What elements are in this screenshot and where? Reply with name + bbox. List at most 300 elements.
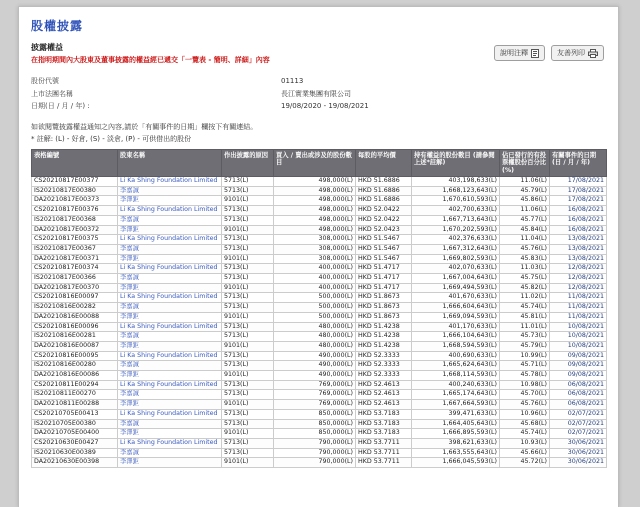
avg-price-cell: HKD 51.5467 [356,235,412,245]
form-serial-cell: CS20210817E00374 [32,264,118,274]
shareholder-name-link[interactable]: 李澤鉅 [120,371,139,379]
relevant-event-date-link[interactable]: 09/08/2021 [567,361,604,369]
form-serial-cell: CS20210816E00097 [32,293,118,303]
percent-cell: 11.03(L) [500,264,550,274]
event-date-cell[interactable] [550,293,607,303]
form-serial-cell: DA20210816E00088 [32,312,118,322]
shareholder-name-cell[interactable] [118,448,222,458]
avg-price-cell: HKD 52.4613 [356,380,412,390]
relevant-event-date-link[interactable]: 06/08/2021 [567,390,604,398]
column-header-7: 有關事件的日期 (日 / 月 / 年) [550,149,607,177]
relevant-event-date-link[interactable]: 09/08/2021 [567,371,604,379]
avg-price-cell: HKD 53.7183 [356,429,412,439]
avg-price-cell: HKD 51.4238 [356,332,412,342]
date-range-row [31,100,606,113]
percent-cell: 45.79(L) [500,186,550,196]
percent-cell: 45.79(L) [500,341,550,351]
shareholder-name-cell[interactable] [118,419,222,429]
reason-code-cell: 9101(L) [222,283,274,293]
shares-interested-cell: 1,664,405,643(L) [412,419,500,429]
reason-code-cell: 5713(L) [222,177,274,187]
shareholder-name-link[interactable]: Li Ka Shing Foundation Limited [120,409,218,417]
event-date-cell[interactable] [550,351,607,361]
shareholder-name-link[interactable]: Li Ka Shing Foundation Limited [120,206,218,214]
printer-icon [588,49,598,58]
shareholder-name-link[interactable]: 李嘉誠 [120,390,139,398]
shareholder-name-link[interactable]: 李澤鉅 [120,429,139,437]
avg-price-cell: HKD 51.4717 [356,274,412,284]
shareholder-name-link[interactable]: 李澤鉅 [120,196,139,204]
table-row [32,351,607,361]
table-row [32,244,607,254]
event-date-cell[interactable] [550,409,607,419]
table-row [32,322,607,332]
shares-interested-cell: 1,668,594,593(L) [412,341,500,351]
event-date-cell[interactable] [550,322,607,332]
shareholder-name-cell[interactable] [118,332,222,342]
shareholder-name-link[interactable]: Li Ka Shing Foundation Limited [120,264,218,272]
shareholder-name-link[interactable]: 李澤鉅 [120,283,139,291]
shareholder-name-link[interactable]: 李澤鉅 [120,400,139,408]
shares-interested-cell: 401,170,633(L) [412,322,500,332]
relevant-event-date-link[interactable]: 13/08/2021 [567,235,604,243]
shares-interested-cell: 1,669,802,593(L) [412,254,500,264]
table-row [32,419,607,429]
column-header-3: 買入 / 賣出或涉及的股份數目 [274,149,356,177]
relevant-event-date-link[interactable]: 12/08/2021 [567,264,604,272]
reason-code-cell: 5713(L) [222,448,274,458]
shares-interested-cell: 1,669,494,593(L) [412,283,500,293]
form-serial-cell: CS20210816E00095 [32,351,118,361]
relevant-event-date-link[interactable]: 02/07/2021 [567,429,604,437]
avg-price-cell: HKD 51.4238 [356,322,412,332]
relevant-event-date-link[interactable]: 17/08/2021 [567,186,604,194]
shares-interested-cell: 401,670,633(L) [412,293,500,303]
reason-code-cell: 9101(L) [222,429,274,439]
avg-price-cell: HKD 51.6886 [356,177,412,187]
stock-code-label: 股份代號 [31,77,59,85]
avg-price-cell: HKD 51.4238 [356,341,412,351]
shares-interested-cell: 403,198,633(L) [412,177,500,187]
shares-traded-cell: 500,000(L) [274,303,356,313]
click-date-notice: 如欲閱覽披露權益通知之內容,請於「有關事件的日期」欄按下有關連結。 [31,122,258,131]
reason-code-cell: 9101(L) [222,400,274,410]
percent-cell: 45.76(L) [500,400,550,410]
event-date-cell[interactable] [550,254,607,264]
shareholder-name-cell[interactable] [118,244,222,254]
relevant-event-date-link[interactable]: 12/08/2021 [567,283,604,291]
shares-interested-cell: 1,668,114,593(L) [412,371,500,381]
form-serial-cell: IS20210816E00281 [32,332,118,342]
relevant-event-date-link[interactable]: 16/08/2021 [567,225,604,233]
percent-cell: 45.78(L) [500,371,550,381]
table-row [32,390,607,400]
shareholder-name-cell[interactable] [118,215,222,225]
table-row [32,215,607,225]
avg-price-cell: HKD 52.4613 [356,390,412,400]
avg-price-cell: HKD 52.3333 [356,361,412,371]
section-title: 披露權益 [31,43,63,52]
shares-traded-cell: 490,000(L) [274,361,356,371]
event-date-cell[interactable] [550,244,607,254]
date-range-label: 日期(日 / 月 / 年) : [31,102,90,110]
form-serial-cell: IS20210816E00282 [32,303,118,313]
form-serial-cell: CS20210817E00375 [32,235,118,245]
shareholder-name-cell[interactable] [118,390,222,400]
event-date-cell[interactable] [550,283,607,293]
shareholder-name-cell[interactable] [118,371,222,381]
column-header-1: 股東名稱 [118,149,222,177]
percent-cell: 45.71(L) [500,361,550,371]
event-date-cell[interactable] [550,225,607,235]
corp-name-row [31,88,606,101]
shareholder-name-link[interactable]: Li Ka Shing Foundation Limited [120,351,218,359]
shareholder-name-link[interactable]: 李嘉誠 [120,332,139,340]
reason-code-cell: 9101(L) [222,458,274,468]
shareholder-name-cell[interactable] [118,351,222,361]
form-serial-cell: DA20210816E00086 [32,371,118,381]
relevant-event-date-link[interactable]: 17/08/2021 [567,196,604,204]
shares-interested-cell: 400,690,633(L) [412,351,500,361]
reason-code-cell: 9101(L) [222,254,274,264]
avg-price-cell: HKD 53.7183 [356,419,412,429]
percent-cell: 45.84(L) [500,225,550,235]
reason-code-cell: 5713(L) [222,351,274,361]
event-date-cell[interactable] [550,448,607,458]
form-serial-cell: DA20210816E00087 [32,341,118,351]
form-serial-cell: DA20210817E00372 [32,225,118,235]
reason-code-cell: 5713(L) [222,293,274,303]
shareholder-name-cell[interactable] [118,283,222,293]
view-notes-label: 說明注釋 [500,49,528,57]
relevant-event-date-link[interactable]: 16/08/2021 [567,206,604,214]
relevant-event-date-link[interactable]: 02/07/2021 [567,419,604,427]
shares-interested-cell: 1,670,610,593(L) [412,196,500,206]
shareholder-name-link[interactable]: 李澤鉅 [120,254,139,262]
percent-cell: 45.68(L) [500,419,550,429]
form-serial-cell: IS20210705E00380 [32,419,118,429]
event-date-cell[interactable] [550,390,607,400]
shareholder-name-cell[interactable] [118,225,222,235]
event-date-cell[interactable] [550,429,607,439]
shares-traded-cell: 769,000(L) [274,400,356,410]
shares-traded-cell: 308,000(L) [274,244,356,254]
shareholder-name-cell[interactable] [118,322,222,332]
shareholder-name-cell[interactable] [118,206,222,216]
table-row [32,186,607,196]
form-serial-cell: IS20210630E00389 [32,448,118,458]
reason-code-cell: 5713(L) [222,303,274,313]
shareholder-name-link[interactable]: 李澤鉅 [120,312,139,320]
relevant-event-date-link[interactable]: 02/07/2021 [567,409,604,417]
event-date-cell[interactable] [550,400,607,410]
shares-interested-cell: 1,667,312,643(L) [412,244,500,254]
avg-price-cell: HKD 51.4717 [356,283,412,293]
relevant-event-date-link[interactable]: 13/08/2021 [567,254,604,262]
shareholder-name-link[interactable]: Li Ka Shing Foundation Limited [120,235,218,243]
event-date-cell[interactable] [550,264,607,274]
table-row [32,448,607,458]
shareholder-name-cell[interactable] [118,429,222,439]
shares-interested-cell: 402,376,633(L) [412,235,500,245]
reason-code-cell: 5713(L) [222,244,274,254]
table-row [32,458,607,468]
avg-price-cell: HKD 52.0422 [356,215,412,225]
column-header-0: 表格編號 [32,149,118,177]
shares-traded-cell: 490,000(L) [274,371,356,381]
shareholder-name-cell[interactable] [118,274,222,284]
shares-interested-cell: 1,666,604,643(L) [412,303,500,313]
shares-interested-cell: 1,665,624,643(L) [412,361,500,371]
relevant-event-date-link[interactable]: 06/08/2021 [567,400,604,408]
shareholder-name-cell[interactable] [118,312,222,322]
avg-price-cell: HKD 51.8673 [356,303,412,313]
shareholder-name-link[interactable]: Li Ka Shing Foundation Limited [120,438,218,446]
reason-code-cell: 9101(L) [222,225,274,235]
shares-interested-cell: 1,667,664,593(L) [412,400,500,410]
relevant-event-date-link[interactable]: 30/06/2021 [567,448,604,456]
form-serial-cell: DA20210630E00398 [32,458,118,468]
shares-interested-cell: 402,700,633(L) [412,206,500,216]
reason-code-cell: 5713(L) [222,380,274,390]
position-legend: * 註解: (L) - 好倉, (S) - 淡倉, (P) - 可供借出的股份 [31,134,192,143]
reason-code-cell: 5713(L) [222,361,274,371]
avg-price-cell: HKD 52.0423 [356,225,412,235]
percent-cell: 45.72(L) [500,458,550,468]
shares-traded-cell: 400,000(L) [274,274,356,284]
shareholder-name-cell[interactable] [118,361,222,371]
relevant-event-date-link[interactable]: 06/08/2021 [567,380,604,388]
event-date-cell[interactable] [550,177,607,187]
relevant-event-date-link[interactable]: 10/08/2021 [567,332,604,340]
shares-traded-cell: 498,000(L) [274,215,356,225]
event-date-cell[interactable] [550,438,607,448]
shareholder-name-link[interactable]: 李澤鉅 [120,225,139,233]
shares-traded-cell: 850,000(L) [274,409,356,419]
shareholder-name-link[interactable]: 李嘉誠 [120,274,139,282]
form-serial-cell: DA20210817E00373 [32,196,118,206]
form-serial-cell: IS20210817E00380 [32,186,118,196]
shares-traded-cell: 308,000(L) [274,254,356,264]
avg-price-cell: HKD 52.4613 [356,400,412,410]
event-date-cell[interactable] [550,274,607,284]
column-header-2: 作出披露的原因 [222,149,274,177]
event-date-cell[interactable] [550,419,607,429]
avg-price-cell: HKD 52.0422 [356,206,412,216]
form-serial-cell: CS20210705E00413 [32,409,118,419]
shareholder-name-link[interactable]: Li Ka Shing Foundation Limited [120,293,218,301]
shares-interested-cell: 1,669,094,593(L) [412,312,500,322]
avg-price-cell: HKD 53.7711 [356,438,412,448]
table-row [32,196,607,206]
shares-traded-cell: 498,000(L) [274,206,356,216]
percent-cell: 11.01(L) [500,322,550,332]
event-date-cell[interactable] [550,341,607,351]
shareholder-name-link[interactable]: Li Ka Shing Foundation Limited [120,380,218,388]
shares-interested-cell: 400,240,633(L) [412,380,500,390]
relevant-event-date-link[interactable]: 16/08/2021 [567,215,604,223]
shareholder-name-cell[interactable] [118,341,222,351]
shares-traded-cell: 769,000(L) [274,390,356,400]
form-serial-cell: DA20210817E00371 [32,254,118,264]
shareholder-name-cell[interactable] [118,458,222,468]
relevant-event-date-link[interactable]: 09/08/2021 [567,351,604,359]
relevant-event-date-link[interactable]: 10/08/2021 [567,322,604,330]
printer-friendly-label: 友善列印 [557,49,585,57]
event-date-cell[interactable] [550,312,607,322]
shareholder-name-link[interactable]: 李嘉誠 [120,419,139,427]
reason-code-cell: 9101(L) [222,196,274,206]
shareholder-name-link[interactable]: 李嘉誠 [120,215,139,223]
shareholder-name-cell[interactable] [118,186,222,196]
form-serial-cell: DA20210705E00400 [32,429,118,439]
shareholder-name-cell[interactable] [118,177,222,187]
corp-name-value: 長江實業集團有限公司 [281,89,351,98]
relevant-event-date-link[interactable]: 12/08/2021 [567,274,604,282]
shares-interested-cell: 1,663,555,643(L) [412,448,500,458]
shareholder-name-cell[interactable] [118,438,222,448]
avg-price-cell: HKD 51.4717 [356,264,412,274]
relevant-event-date-link[interactable]: 11/08/2021 [567,312,604,320]
event-date-cell[interactable] [550,206,607,216]
form-serial-cell: CS20210817E00376 [32,206,118,216]
shareholder-name-link[interactable]: 李澤鉅 [120,458,139,466]
form-serial-cell: CS20210630E00427 [32,438,118,448]
avg-price-cell: HKD 51.5467 [356,244,412,254]
event-date-cell[interactable] [550,371,607,381]
shareholder-name-link[interactable]: 李嘉誠 [120,448,139,456]
shareholder-name-cell[interactable] [118,254,222,264]
relevant-event-date-link[interactable]: 13/08/2021 [567,244,604,252]
form-serial-cell: IS20210816E00280 [32,361,118,371]
table-row [32,293,607,303]
shareholder-name-link[interactable]: Li Ka Shing Foundation Limited [120,177,218,184]
table-row [32,303,607,313]
event-date-cell[interactable] [550,235,607,245]
table-row [32,274,607,284]
shares-traded-cell: 850,000(L) [274,419,356,429]
shares-interested-cell: 1,666,104,643(L) [412,332,500,342]
avg-price-cell: HKD 51.5467 [356,254,412,264]
reason-code-cell: 5713(L) [222,419,274,429]
reason-code-cell: 5713(L) [222,235,274,245]
shares-interested-cell: 1,665,174,643(L) [412,390,500,400]
shareholder-name-cell[interactable] [118,409,222,419]
shares-traded-cell: 498,000(L) [274,177,356,187]
avg-price-cell: HKD 53.7183 [356,409,412,419]
shareholder-name-cell[interactable] [118,380,222,390]
corp-name-label: 上市法團名稱 [31,89,73,98]
printer-friendly-button[interactable] [551,45,604,61]
shares-traded-cell: 498,000(L) [274,196,356,206]
shareholder-name-link[interactable]: 李嘉誠 [120,303,139,311]
shareholder-name-link[interactable]: 李嘉誠 [120,361,139,369]
toolbar [494,45,604,61]
event-date-cell[interactable] [550,458,607,468]
table-row [32,206,607,216]
event-date-cell[interactable] [550,186,607,196]
form-serial-cell: CS20210817E00377 [32,177,118,187]
percent-cell: 10.98(L) [500,380,550,390]
table-row [32,361,607,371]
view-notes-button[interactable] [494,45,545,61]
shareholder-name-cell[interactable] [118,235,222,245]
table-row [32,380,607,390]
relevant-event-date-link[interactable]: 11/08/2021 [567,303,604,311]
reason-code-cell: 5713(L) [222,322,274,332]
shares-traded-cell: 308,000(L) [274,235,356,245]
event-date-cell[interactable] [550,196,607,206]
shareholder-name-cell[interactable] [118,293,222,303]
shareholder-name-cell[interactable] [118,303,222,313]
table-row [32,400,607,410]
shares-interested-cell: 402,070,633(L) [412,264,500,274]
shares-traded-cell: 498,000(L) [274,225,356,235]
shareholder-name-cell[interactable] [118,400,222,410]
relevant-event-date-link[interactable]: 30/06/2021 [567,458,604,466]
reason-code-cell: 9101(L) [222,312,274,322]
event-date-cell[interactable] [550,332,607,342]
form-serial-cell: IS20210817E00368 [32,215,118,225]
shareholder-name-link[interactable]: 李嘉誠 [120,244,139,252]
percent-cell: 45.76(L) [500,244,550,254]
percent-cell: 10.96(L) [500,409,550,419]
relevant-event-date-link[interactable]: 30/06/2021 [567,438,604,446]
shareholder-name-cell[interactable] [118,264,222,274]
shareholder-name-link[interactable]: Li Ka Shing Foundation Limited [120,322,218,330]
avg-price-cell: HKD 52.3333 [356,371,412,381]
shares-traded-cell: 480,000(L) [274,322,356,332]
percent-cell: 45.74(L) [500,303,550,313]
shares-interested-cell: 1,666,045,593(L) [412,458,500,468]
table-row [32,312,607,322]
shares-interested-cell: 1,670,202,593(L) [412,225,500,235]
stock-code-row [31,75,606,88]
event-date-cell[interactable] [550,303,607,313]
relevant-event-date-link[interactable]: 10/08/2021 [567,341,604,349]
table-row [32,371,607,381]
percent-cell: 11.06(L) [500,206,550,216]
event-date-cell[interactable] [550,361,607,371]
shares-interested-cell: 1,667,713,643(L) [412,215,500,225]
reason-code-cell: 9101(L) [222,341,274,351]
reason-code-cell: 5713(L) [222,264,274,274]
page-title: 股權披露 [31,19,84,33]
percent-cell: 10.99(L) [500,351,550,361]
shareholder-name-link[interactable]: 李嘉誠 [120,186,139,194]
table-header-row [32,149,607,177]
percent-cell: 45.86(L) [500,196,550,206]
shareholder-name-link[interactable]: 李澤鉅 [120,341,139,349]
shareholder-name-cell[interactable] [118,196,222,206]
stock-code-value: 01113 [281,77,304,85]
table-row [32,177,607,187]
reason-code-cell: 5713(L) [222,215,274,225]
shares-interested-cell: 1,667,004,643(L) [412,274,500,284]
relevant-event-date-link[interactable]: 11/08/2021 [567,293,604,301]
avg-price-cell: HKD 51.6886 [356,186,412,196]
form-serial-cell: IS20210817E00367 [32,244,118,254]
shares-traded-cell: 400,000(L) [274,283,356,293]
shares-traded-cell: 480,000(L) [274,332,356,342]
column-header-6: 佔已發行的有投票權股份百分比 (%) [500,149,550,177]
table-row [32,409,607,419]
relevant-event-date-link[interactable]: 17/08/2021 [567,177,604,184]
table-row [32,235,607,245]
event-date-cell[interactable] [550,380,607,390]
percent-cell: 45.70(L) [500,390,550,400]
event-date-cell[interactable] [550,215,607,225]
